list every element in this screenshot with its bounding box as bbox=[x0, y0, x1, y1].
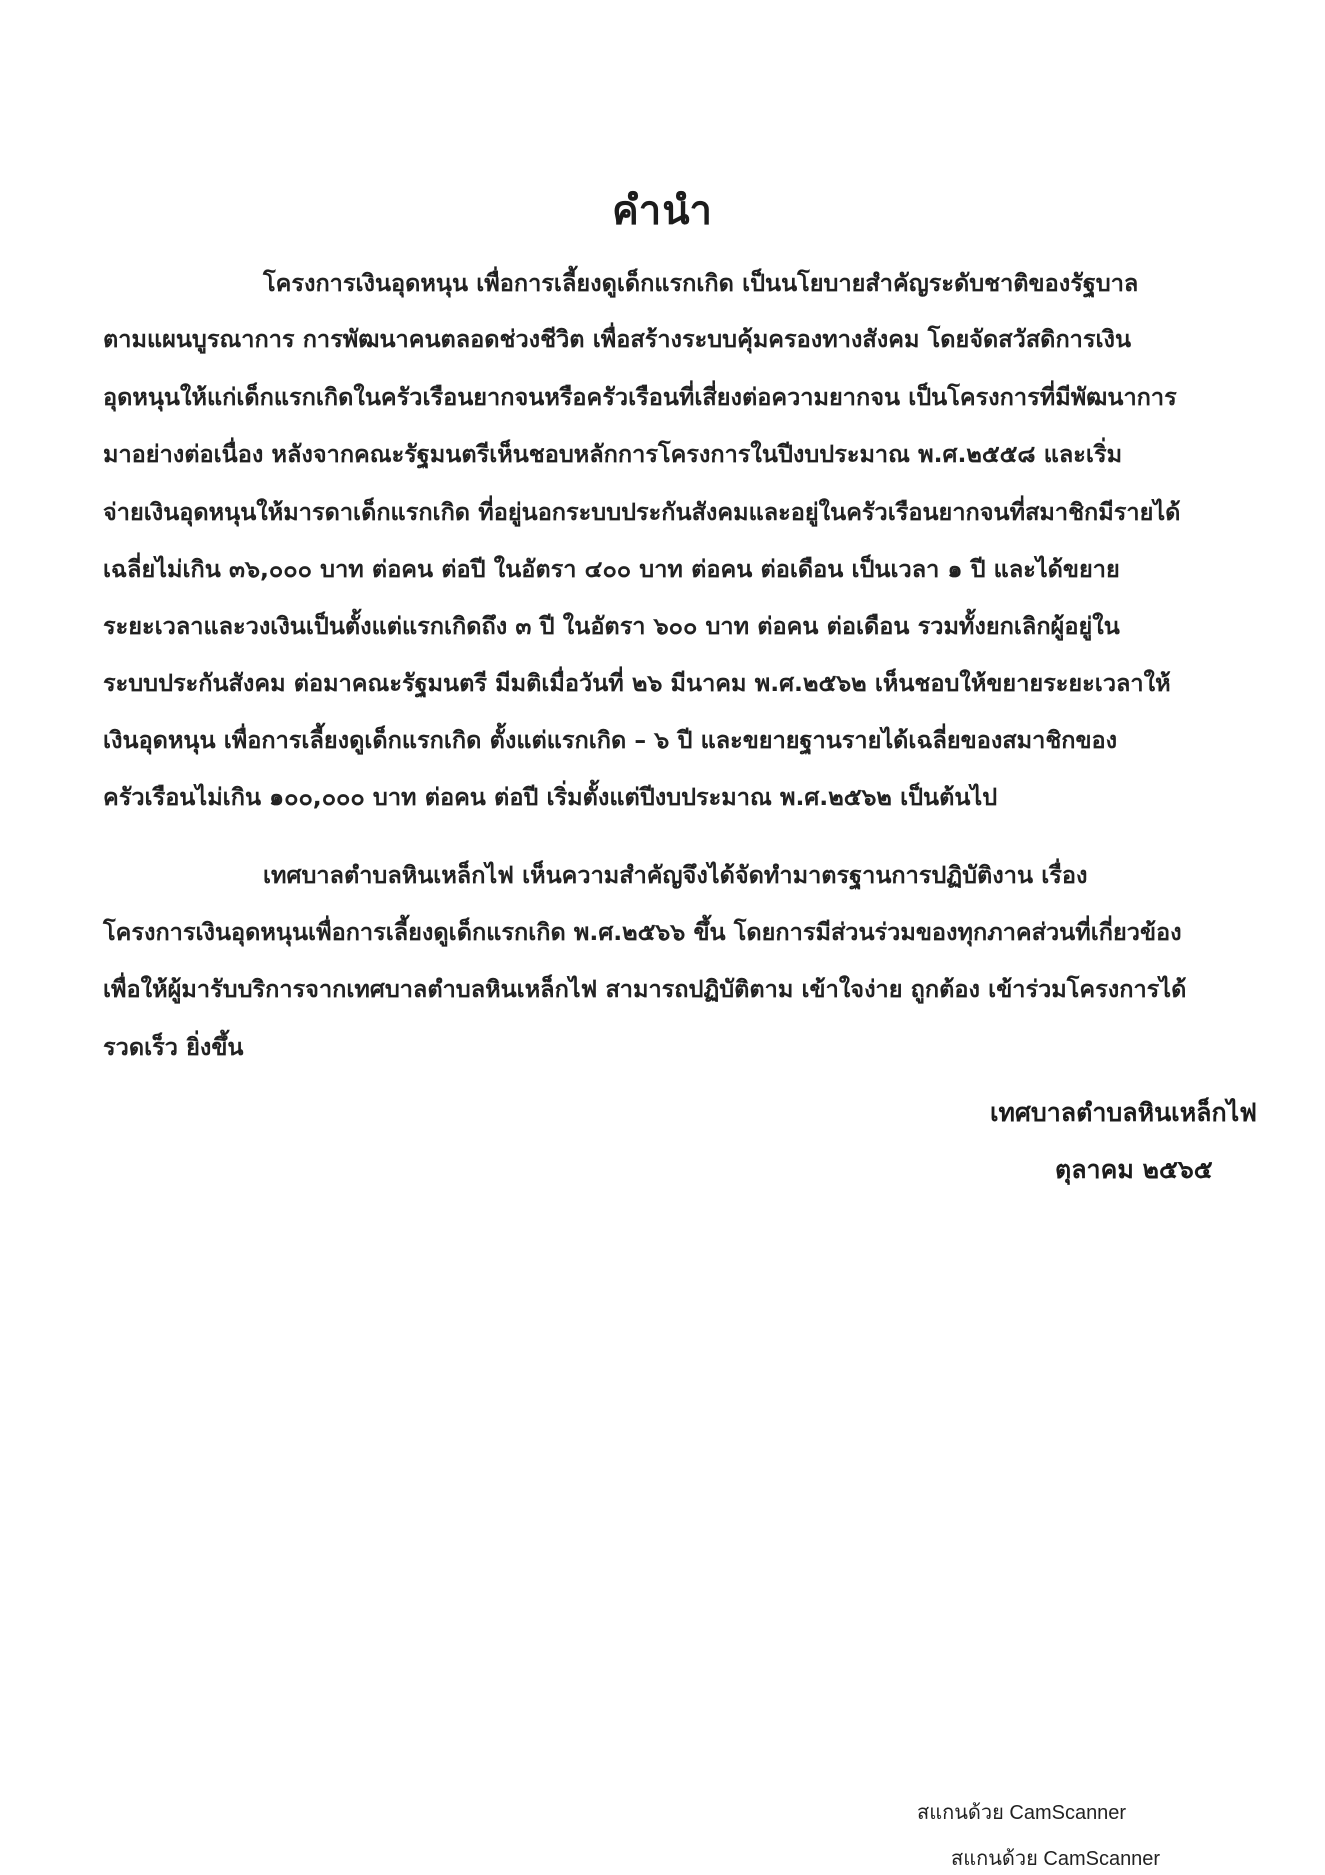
paragraph-line: ครัวเรือนไม่เกิน ๑๐๐,๐๐๐ บาท ต่อคน ต่อปี เริ่มตั้งแต่ปีงบประมาณ พ.ศ.๒๕๖๒ เป็นต้นไป bbox=[103, 783, 998, 811]
paragraph-line: เงินอุดหนุน เพื่อการเลี้ยงดูเด็กแรกเกิด ตั้งแต่แรกเกิด – ๖ ปี และขยายฐานรายได้เฉลี่ยของสมาชิกของ bbox=[103, 726, 1118, 754]
paragraph-line: โครงการเงินอุดหนุนเพื่อการเลี้ยงดูเด็กแรกเกิด พ.ศ.๒๕๖๖ ขึ้น โดยการมีส่วนร่วมของทุกภาคส่วนที่เกี่ยวข้อง bbox=[103, 918, 1182, 946]
paragraph-line: รวดเร็ว ยิ่งขึ้น bbox=[103, 1033, 244, 1061]
paragraph-line: เทศบาลตำบลหินเหล็กไฟ เห็นความสำคัญจึงได้จัดทำมาตรฐานการปฏิบัติงาน เรื่อง bbox=[263, 861, 1088, 889]
paragraph-line: ระบบประกันสังคม ต่อมาคณะรัฐมนตรี มีมติเมื่อวันที่ ๒๖ มีนาคม พ.ศ.๒๕๖๒ เห็นชอบให้ขยายระยะเวลาให้ bbox=[103, 669, 1171, 697]
paragraph-line: ตามแผนบูรณาการ การพัฒนาคนตลอดช่วงชีวิต เพื่อสร้างระบบคุ้มครองทางสังคม โดยจัดสวัสดิการเงิน bbox=[103, 325, 1132, 353]
page-title: คำนำ bbox=[611, 188, 714, 234]
paragraph-line: เพื่อให้ผู้มารับบริการจากเทศบาลตำบลหินเหล็กไฟ สามารถปฏิบัติตาม เข้าใจง่าย ถูกต้อง เข้าร่วมโครงการได้ bbox=[103, 975, 1187, 1003]
paragraph-line: มาอย่างต่อเนื่อง หลังจากคณะรัฐมนตรีเห็นชอบหลักการโครงการในปีงบประมาณ พ.ศ.๒๕๕๘ และเริ่ม bbox=[103, 440, 1123, 468]
signature-date: ตุลาคม ๒๕๖๕ bbox=[1055, 1155, 1213, 1184]
paragraph-line: เฉลี่ยไม่เกิน ๓๖,๐๐๐ บาท ต่อคน ต่อปี ในอัตรา ๔๐๐ บาท ต่อคน ต่อเดือน เป็นเวลา ๑ ปี และได้ขยาย bbox=[103, 555, 1120, 583]
paragraph-line: อุดหนุนให้แก่เด็กแรกเกิดในครัวเรือนยากจนหรือครัวเรือนที่เสี่ยงต่อความยากจน เป็นโครงการที่มีพัฒนาการ bbox=[103, 383, 1177, 411]
paragraph-line: จ่ายเงินอุดหนุนให้มารดาเด็กแรกเกิด ที่อยู่นอกระบบประกันสังคมและอยู่ในครัวเรือนยากจนที่สมาชิกมีรายได้ bbox=[103, 498, 1181, 526]
scanner-watermark: สแกนด้วย CamScanner bbox=[951, 1848, 1161, 1870]
paragraph-line: โครงการเงินอุดหนุน เพื่อการเลี้ยงดูเด็กแรกเกิด เป็นนโยบายสำคัญระดับชาติของรัฐบาล bbox=[263, 269, 1139, 297]
scanner-watermark: สแกนด้วย CamScanner bbox=[917, 1802, 1127, 1824]
paragraph-line: ระยะเวลาและวงเงินเป็นตั้งแต่แรกเกิดถึง ๓ ปี ในอัตรา ๖๐๐ บาท ต่อคน ต่อเดือน รวมทั้งยกเลิกผู้อยู่ใน bbox=[103, 612, 1120, 640]
signature-organization: เทศบาลตำบลหินเหล็กไฟ bbox=[990, 1098, 1257, 1127]
